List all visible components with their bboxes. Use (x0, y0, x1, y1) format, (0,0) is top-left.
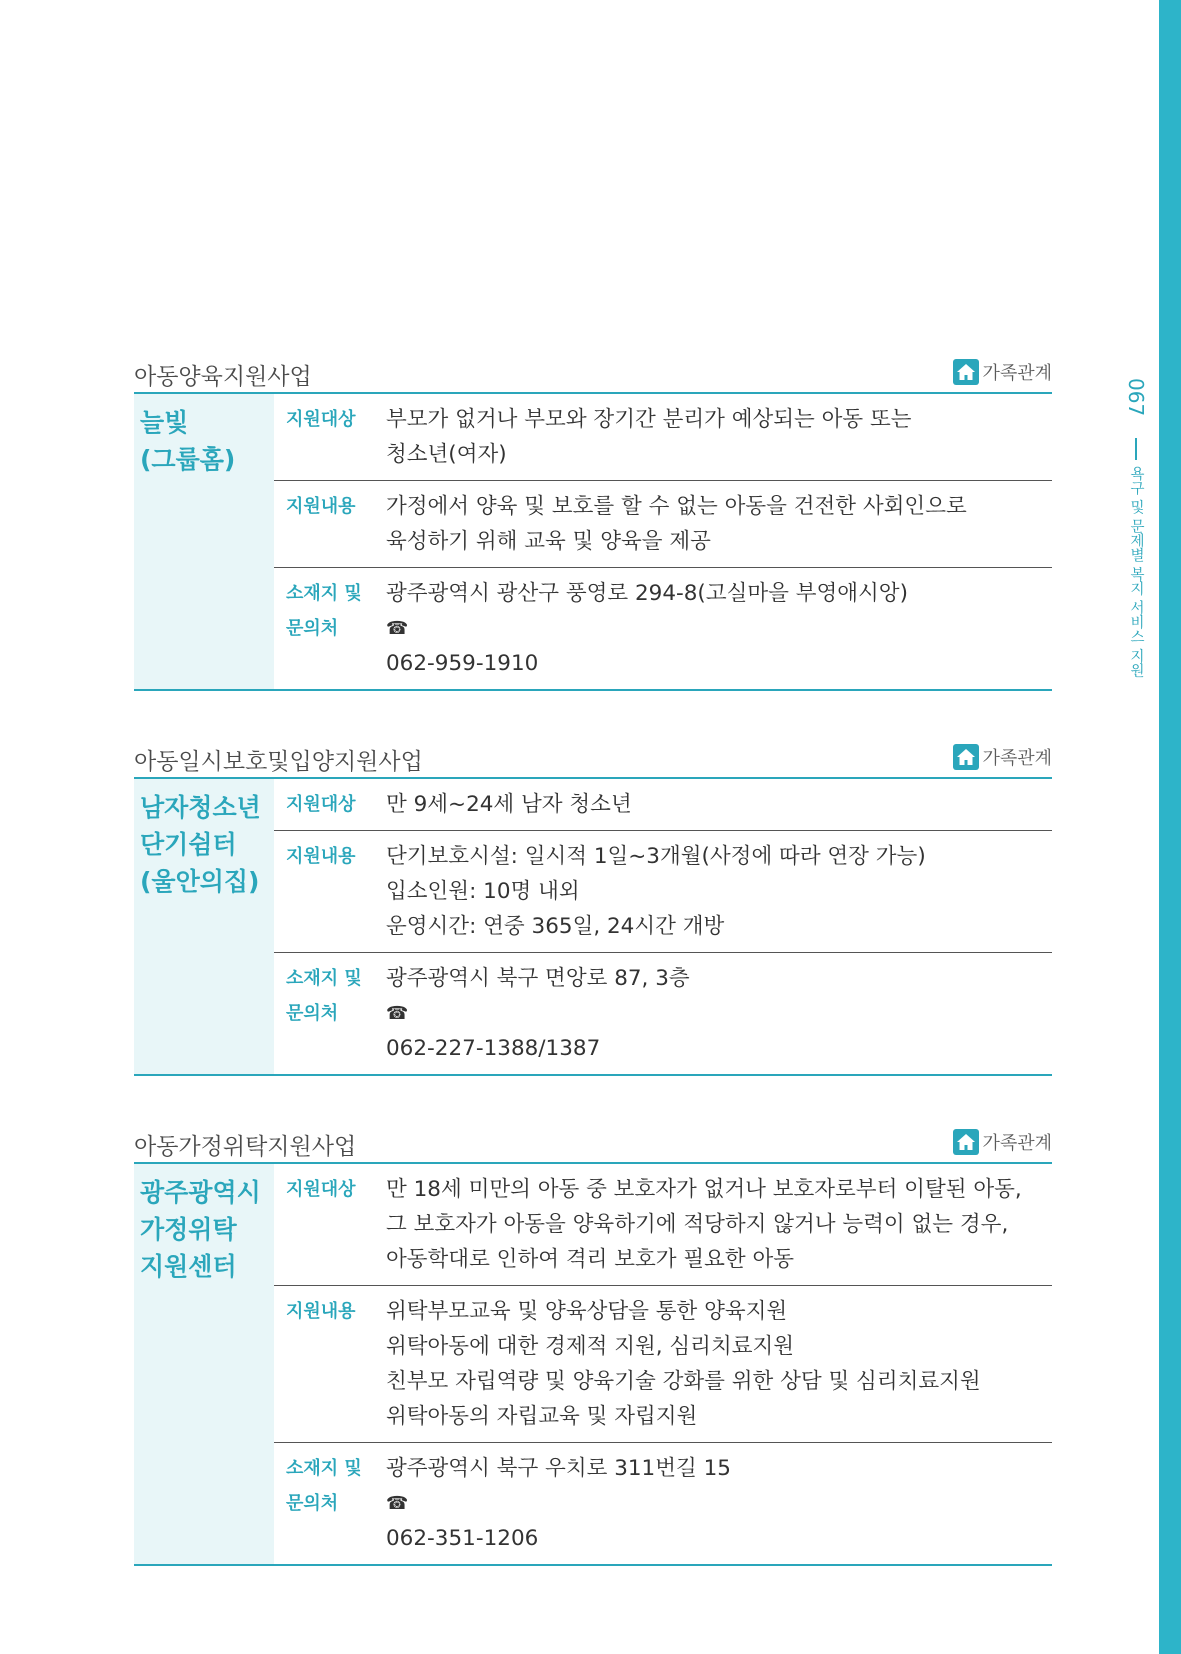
facility-name-line: (그룹홈) (140, 445, 236, 474)
content-line: 아동학대로 인하여 격리 보호가 필요한 아동 (386, 1247, 795, 1272)
service-card (134, 1162, 1052, 1566)
category-tag (953, 359, 1052, 385)
row-label (274, 1164, 382, 1285)
row-content (382, 953, 1052, 1074)
row-label-line: 지원대상 (286, 794, 356, 815)
content-line: 만 18세 미만의 아동 중 보호자가 없거나 보호자로부터 이탈된 아동, (386, 1177, 1022, 1202)
content-line: 청소년(여자) (386, 442, 507, 467)
row-content (382, 831, 1052, 952)
chapter-title: 욕구 및 문제별 복지 서비스 지원 (1128, 466, 1144, 678)
address-line: 광주광역시 북구 우치로 311번길 15 (386, 1456, 731, 1481)
row-label (274, 394, 382, 480)
row-label-line: 문의처 (286, 618, 339, 639)
facility-name-line: 남자청소년 (140, 793, 261, 822)
row-label-line: 문의처 (286, 1493, 339, 1514)
phone-number: 062-959-1910 (386, 651, 539, 676)
phone-line[interactable] (386, 1486, 1052, 1556)
facility-name (134, 394, 274, 689)
section-title: 아동양육지원사업 (134, 364, 312, 390)
content-line: 만 9세~24세 남자 청소년 (386, 792, 632, 817)
section-foster-care (134, 1120, 1052, 1566)
category-tag (953, 744, 1052, 770)
content-line: 친부모 자립역량 및 양육기술 강화를 위한 상담 및 심리치료지원 (386, 1369, 981, 1394)
facility-name-line: 늘빛 (140, 408, 189, 437)
facility-name-line: (울안의집) (140, 867, 260, 896)
row-content (382, 1286, 1052, 1442)
row-label (274, 1286, 382, 1442)
content-line: 위탁아동에 대한 경제적 지원, 심리치료지원 (386, 1334, 795, 1359)
row-content (382, 779, 1052, 830)
section-temporary-protection (134, 735, 1052, 1076)
content-line: 입소인원: 10명 내외 (386, 879, 580, 904)
row-content (382, 1443, 1052, 1564)
row-services (274, 480, 1052, 567)
content-line: 위탁부모교육 및 양육상담을 통한 양육지원 (386, 1299, 788, 1324)
section-title: 아동일시보호및입양지원사업 (134, 749, 423, 775)
row-target (274, 779, 1052, 830)
content-line: 부모가 없거나 부모와 장기간 분리가 예상되는 아동 또는 (386, 407, 912, 432)
content-line: 운영시간: 연중 365일, 24시간 개방 (386, 914, 725, 939)
row-label-line: 문의처 (286, 1003, 339, 1024)
section-child-rearing (134, 350, 1052, 691)
row-label-line: 지원내용 (286, 1301, 356, 1322)
row-label-line: 소재지 및 (286, 968, 362, 989)
phone-number: 062-227-1388/1387 (386, 1036, 601, 1061)
house-icon (953, 1129, 979, 1155)
row-label-line: 소재지 및 (286, 1458, 362, 1479)
facility-name (134, 779, 274, 1074)
row-label (274, 831, 382, 952)
facility-name-line: 지원센터 (140, 1252, 237, 1281)
row-content (382, 1164, 1052, 1285)
row-content (382, 394, 1052, 480)
phone-icon: ☎ (386, 618, 409, 639)
page-number: 067 (1124, 378, 1148, 417)
category-tag-label: 가족관계 (982, 748, 1052, 769)
address-line: 광주광역시 광산구 풍영로 294-8(고실마을 부영애시앙) (386, 581, 908, 606)
service-card (134, 392, 1052, 691)
row-services (274, 1285, 1052, 1442)
content-line: 그 보호자가 아동을 양육하기에 적당하지 않거나 능력이 없는 경우, (386, 1212, 1009, 1237)
phone-number: 062-351-1206 (386, 1526, 539, 1551)
facility-name-line: 단기쉼터 (140, 830, 237, 859)
row-content (382, 568, 1052, 689)
row-label-line: 지원내용 (286, 846, 356, 867)
row-contact (274, 1442, 1052, 1564)
section-title: 아동가정위탁지원사업 (134, 1134, 357, 1160)
category-tag-label: 가족관계 (982, 363, 1052, 384)
row-label-line: 지원대상 (286, 409, 356, 430)
service-card (134, 777, 1052, 1076)
section-header (134, 735, 1052, 777)
content-line: 위탁아동의 자립교육 및 자립지원 (386, 1404, 698, 1429)
rail-divider (1135, 438, 1137, 460)
address-line: 광주광역시 북구 면앙로 87, 3층 (386, 966, 690, 991)
phone-line[interactable] (386, 611, 1052, 681)
content-line: 육성하기 위해 교육 및 양육을 제공 (386, 529, 711, 554)
facility-name-line: 가정위탁 (140, 1215, 237, 1244)
row-label (274, 1443, 382, 1564)
category-tag (953, 1129, 1052, 1155)
content-line: 단기보호시설: 일시적 1일~3개월(사정에 따라 연장 가능) (386, 844, 926, 869)
facility-name-line: 광주광역시 (140, 1178, 261, 1207)
section-header (134, 1120, 1052, 1162)
row-contact (274, 567, 1052, 689)
phone-icon: ☎ (386, 1003, 409, 1024)
row-label-line: 소재지 및 (286, 583, 362, 604)
category-tag-label: 가족관계 (982, 1133, 1052, 1154)
content-line: 가정에서 양육 및 보호를 할 수 없는 아동을 건전한 사회인으로 (386, 494, 967, 519)
row-label (274, 953, 382, 1074)
sidebar-color-strip (1159, 0, 1181, 1654)
phone-line[interactable] (386, 996, 1052, 1066)
house-icon (953, 744, 979, 770)
house-icon (953, 359, 979, 385)
side-rail (1116, 378, 1156, 718)
facility-name (134, 1164, 274, 1564)
row-services (274, 830, 1052, 952)
row-contact (274, 952, 1052, 1074)
row-label-line: 지원대상 (286, 1179, 356, 1200)
row-label (274, 779, 382, 830)
section-header (134, 350, 1052, 392)
row-label (274, 481, 382, 567)
row-label-line: 지원내용 (286, 496, 356, 517)
row-target (274, 1164, 1052, 1285)
row-content (382, 481, 1052, 567)
row-label (274, 568, 382, 689)
row-target (274, 394, 1052, 480)
phone-icon: ☎ (386, 1493, 409, 1514)
